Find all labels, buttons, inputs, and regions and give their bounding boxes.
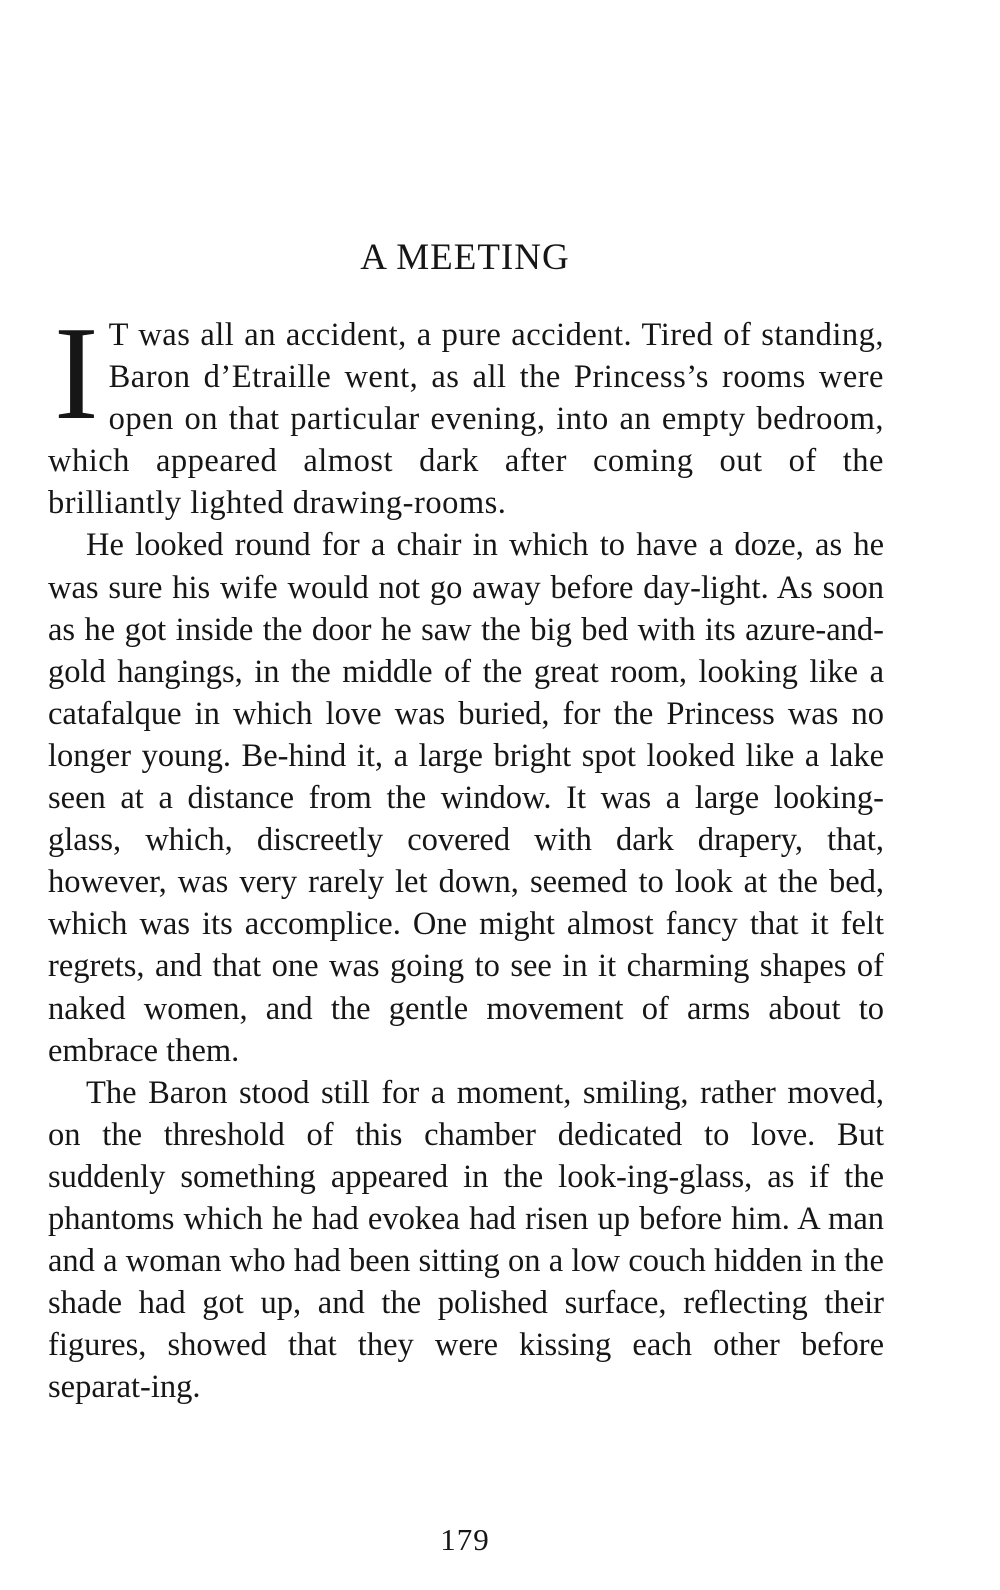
- chapter-title: A MEETING: [360, 237, 570, 278]
- paragraph-3: The Baron stood still for a moment, smiling, rather moved, on the threshold of this chamber dedicated to love. But suddenly something appeared in the look-ing-glass, as if the phantoms which he had evokea had risen up before him. A man and a woman who had been sitting on a low couch hidden in the shade had got up, and the polished surface, reflecting their figures, showed that they were kissing each other before separat-ing.: [48, 1074, 884, 1406]
- paragraph-1-text: T was all an accident, a pure accident. Tired of standing, Baron d’Etraille went, as all the Princess’s rooms were open on that particular evening, into an empty bedroom, which appeared almost dark after coming out of the brilliantly lighted drawing-rooms.: [48, 317, 884, 522]
- paragraph-2: He looked round for a chair in which to have a doze, as he was sure his wife would not go away before day-light. As soon as he got inside the door he saw the big bed with its azure-and-gold hangings, in the middle of the great room, looking like a catafalque in which love was buried, for the Princess was no longer young. Be-hind it, a large bright spot looked like a lake seen at a distance from the window. It was a large looking-glass, which, discreetly covered with dark drapery, that, however, was very rarely let down, seemed to look at the bed, which was its accomplice. One might almost fancy that it felt regrets, and that one was going to see in it charming shapes of naked women, and the gentle movement of arms about to embrace them.: [48, 527, 884, 1069]
- paragraph-1: [48, 299, 884, 524]
- body-text: [48, 299, 884, 1408]
- drop-cap: I: [54, 299, 99, 447]
- page-number: 179: [440, 1522, 490, 1557]
